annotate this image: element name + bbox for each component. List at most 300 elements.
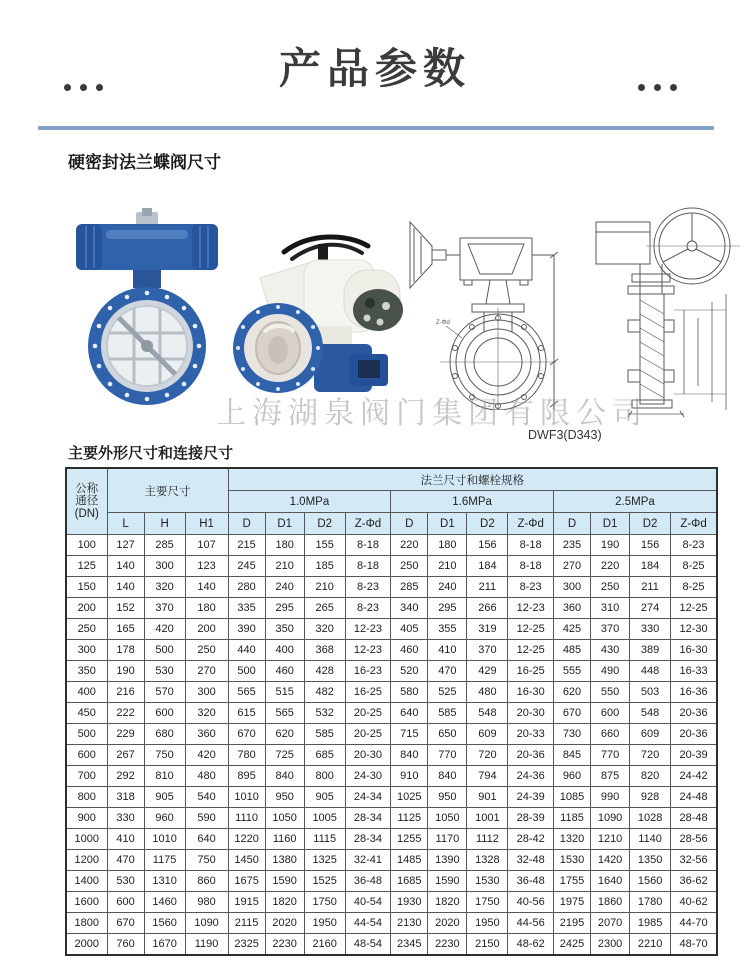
dimension-cell: 140 xyxy=(107,556,144,577)
col-header-dn-line: (DN) xyxy=(74,507,99,520)
dimension-cell: 1115 xyxy=(304,829,345,850)
dimension-cell: 570 xyxy=(144,682,185,703)
dimension-cell: 440 xyxy=(228,640,265,661)
dimension-cell: 1175 xyxy=(144,850,185,871)
dimension-cell: 520 xyxy=(391,661,428,682)
company-watermark: 上海湖泉阀门集团有限公司 xyxy=(216,397,648,430)
dimension-cell: 190 xyxy=(107,661,144,682)
dimension-cell: 20-39 xyxy=(671,745,717,766)
dimension-cell: 28-39 xyxy=(508,808,554,829)
dimension-cell: 152 xyxy=(107,598,144,619)
dimension-cell: 300 xyxy=(144,556,185,577)
dimension-cell: 1420 xyxy=(591,850,630,871)
dimension-cell: 274 xyxy=(630,598,671,619)
dimension-cell: 500 xyxy=(144,640,185,661)
dimension-cell: 300 xyxy=(185,682,228,703)
dn-cell: 1400 xyxy=(66,871,107,892)
dimension-cell: 470 xyxy=(107,850,144,871)
table-row xyxy=(66,766,717,787)
page-title: 产品参数 xyxy=(278,45,471,92)
dimension-cell: 1750 xyxy=(304,892,345,913)
col-header-d: D xyxy=(228,513,265,535)
dn-cell: 250 xyxy=(66,619,107,640)
dimension-cell: 215 xyxy=(228,535,265,556)
dimension-cell: 2150 xyxy=(467,934,508,956)
dimension-cell: 28-42 xyxy=(508,829,554,850)
dimension-cell: 429 xyxy=(467,661,508,682)
dimension-cell: 525 xyxy=(428,682,467,703)
dimension-cell: 24-34 xyxy=(345,787,391,808)
dimension-cell: 600 xyxy=(107,892,144,913)
dimension-cell: 2130 xyxy=(391,913,428,934)
dimension-cell: 1085 xyxy=(553,787,590,808)
dn-cell: 450 xyxy=(66,703,107,724)
dimension-cell: 48-70 xyxy=(671,934,717,956)
dimension-cell: 760 xyxy=(107,934,144,956)
col-header-dn-line: 通径 xyxy=(75,495,99,508)
dimension-cell: 8-18 xyxy=(508,556,554,577)
dimension-cell: 12-30 xyxy=(671,619,717,640)
dimension-cell: 107 xyxy=(185,535,228,556)
col-header-h1: H1 xyxy=(185,513,228,535)
dimension-cell: 8-23 xyxy=(671,535,717,556)
dimension-cell: 895 xyxy=(228,766,265,787)
dimension-cell: 140 xyxy=(107,577,144,598)
dimension-cell: 320 xyxy=(185,703,228,724)
dimension-cell: 20-30 xyxy=(345,745,391,766)
dimension-cell: 820 xyxy=(630,766,671,787)
dimension-cell: 901 xyxy=(467,787,508,808)
dimension-cell: 1860 xyxy=(591,892,630,913)
dimension-cell: 1328 xyxy=(467,850,508,871)
dimension-cell: 980 xyxy=(185,892,228,913)
dimension-cell: 840 xyxy=(265,766,304,787)
col-header-d2: D2 xyxy=(467,513,508,535)
dimension-cell: 320 xyxy=(144,577,185,598)
table-row xyxy=(66,745,717,766)
dimension-cell: 609 xyxy=(467,724,508,745)
dimension-cell: 32-41 xyxy=(345,850,391,871)
dimension-cell: 24-30 xyxy=(345,766,391,787)
dimension-cell: 680 xyxy=(144,724,185,745)
dimension-cell: 250 xyxy=(591,577,630,598)
dimension-cell: 1750 xyxy=(467,892,508,913)
dimension-cell: 750 xyxy=(185,850,228,871)
dot-icon xyxy=(64,84,71,91)
dimension-cell: 405 xyxy=(391,619,428,640)
table-row xyxy=(66,556,717,577)
dimension-cell: 720 xyxy=(467,745,508,766)
dimension-cell: 550 xyxy=(591,682,630,703)
dimension-cell: 155 xyxy=(304,535,345,556)
dimension-cell: 532 xyxy=(304,703,345,724)
dimension-cell: 715 xyxy=(391,724,428,745)
dn-cell: 100 xyxy=(66,535,107,556)
dimension-cell: 1090 xyxy=(591,808,630,829)
dimension-cell: 210 xyxy=(304,577,345,598)
dn-cell: 700 xyxy=(66,766,107,787)
dimension-cell: 1025 xyxy=(391,787,428,808)
dimension-cell: 1090 xyxy=(185,913,228,934)
dimension-cell: 1675 xyxy=(228,871,265,892)
dimension-cell: 32-56 xyxy=(671,850,717,871)
dimension-cell: 20-36 xyxy=(508,745,554,766)
dimension-cell: 670 xyxy=(228,724,265,745)
dimension-cell: 8-18 xyxy=(508,535,554,556)
dimension-cell: 490 xyxy=(591,661,630,682)
dimension-cell: 16-25 xyxy=(508,661,554,682)
dimension-cell: 685 xyxy=(304,745,345,766)
dimension-cell: 210 xyxy=(265,556,304,577)
col-header-z-phi-d: Z-Φd xyxy=(345,513,391,535)
dimension-cell: 448 xyxy=(630,661,671,682)
dimension-cell: 330 xyxy=(107,808,144,829)
dimension-cell: 2210 xyxy=(630,934,671,956)
dimension-cell: 410 xyxy=(107,829,144,850)
dimension-cell: 2300 xyxy=(591,934,630,956)
dimension-cell: 810 xyxy=(144,766,185,787)
dimension-cell: 20-30 xyxy=(508,703,554,724)
dn-cell: 2000 xyxy=(66,934,107,956)
dimension-cell: 16-23 xyxy=(345,661,391,682)
dimension-cell: 1685 xyxy=(391,871,428,892)
dimension-cell: 1350 xyxy=(630,850,671,871)
dimension-cell: 310 xyxy=(591,598,630,619)
dimension-cell: 222 xyxy=(107,703,144,724)
col-header-d1: D1 xyxy=(265,513,304,535)
dimension-cell: 12-25 xyxy=(508,619,554,640)
dimension-cell: 1001 xyxy=(467,808,508,829)
col-header-l: L xyxy=(107,513,144,535)
col-header-d2: D2 xyxy=(304,513,345,535)
dimension-cell: 794 xyxy=(467,766,508,787)
dimension-cell: 1255 xyxy=(391,829,428,850)
col-header-d: D xyxy=(391,513,428,535)
dimension-cell: 770 xyxy=(591,745,630,766)
dimension-cell: 355 xyxy=(428,619,467,640)
dimension-cell: 990 xyxy=(591,787,630,808)
dimension-cell: 1975 xyxy=(553,892,590,913)
dimension-cell: 220 xyxy=(391,535,428,556)
dimension-cell: 330 xyxy=(630,619,671,640)
dimension-cell: 20-25 xyxy=(345,703,391,724)
table-row xyxy=(66,619,717,640)
dimension-cell: 1530 xyxy=(467,871,508,892)
dimension-cell: 16-30 xyxy=(671,640,717,661)
dimension-cell: 910 xyxy=(391,766,428,787)
dimension-cell: 640 xyxy=(391,703,428,724)
dn-cell: 1200 xyxy=(66,850,107,871)
dimension-cell: 800 xyxy=(304,766,345,787)
dimension-cell: 1028 xyxy=(630,808,671,829)
dimension-cell: 12-23 xyxy=(345,640,391,661)
dimension-cell: 590 xyxy=(185,808,228,829)
dimension-cell: 770 xyxy=(428,745,467,766)
dimension-cell: 1325 xyxy=(304,850,345,871)
dimension-cell: 123 xyxy=(185,556,228,577)
dot-icon xyxy=(96,84,103,91)
section-title: 硬密封法兰蝶阀尺寸 xyxy=(68,153,221,172)
dimension-cell: 12-25 xyxy=(671,598,717,619)
dimension-cell: 500 xyxy=(228,661,265,682)
dimension-cell: 620 xyxy=(265,724,304,745)
col-header-h: H xyxy=(144,513,185,535)
col-header-dn-line: 公称 xyxy=(75,482,99,495)
dimension-cell: 216 xyxy=(107,682,144,703)
dimension-cell: 340 xyxy=(391,598,428,619)
dn-cell: 800 xyxy=(66,787,107,808)
dimension-cell: 1010 xyxy=(228,787,265,808)
dimension-cell: 390 xyxy=(228,619,265,640)
table-row xyxy=(66,598,717,619)
dimension-cell: 36-48 xyxy=(508,871,554,892)
dimension-cell: 2345 xyxy=(391,934,428,956)
dimension-cell: 2160 xyxy=(304,934,345,956)
dimension-cell: 1450 xyxy=(228,850,265,871)
dn-cell: 300 xyxy=(66,640,107,661)
table-row xyxy=(66,913,717,934)
dimensions-table-body xyxy=(66,535,717,956)
dimension-cell: 285 xyxy=(144,535,185,556)
dimension-cell: 2020 xyxy=(265,913,304,934)
col-group-main-dims: 主要尺寸 xyxy=(107,468,228,513)
dimension-cell: 40-54 xyxy=(345,892,391,913)
dimension-cell: 875 xyxy=(591,766,630,787)
dimension-cell: 250 xyxy=(185,640,228,661)
dimension-cell: 2425 xyxy=(553,934,590,956)
table-row xyxy=(66,640,717,661)
dimension-cell: 2070 xyxy=(591,913,630,934)
dn-cell: 1800 xyxy=(66,913,107,934)
dimension-cell: 485 xyxy=(553,640,590,661)
dimension-cell: 180 xyxy=(265,535,304,556)
table-row xyxy=(66,934,717,956)
dimension-cell: 950 xyxy=(265,787,304,808)
dimension-cell: 265 xyxy=(304,598,345,619)
dimension-cell: 1950 xyxy=(467,913,508,934)
model-number-label: DWF3(D343) xyxy=(528,428,602,442)
dimension-cell: 1005 xyxy=(304,808,345,829)
dimension-cell: 430 xyxy=(591,640,630,661)
dimension-cell: 670 xyxy=(107,913,144,934)
dimension-cell: 620 xyxy=(553,682,590,703)
dimension-cell: 389 xyxy=(630,640,671,661)
dimension-cell: 370 xyxy=(144,598,185,619)
dimension-cell: 2325 xyxy=(228,934,265,956)
dimension-cell: 840 xyxy=(391,745,428,766)
dimension-cell: 555 xyxy=(553,661,590,682)
dimension-cell: 360 xyxy=(553,598,590,619)
dimension-cell: 295 xyxy=(265,598,304,619)
dimension-cell: 8-23 xyxy=(345,598,391,619)
decorative-dots-right-icon xyxy=(638,84,677,91)
dimension-cell: 420 xyxy=(144,619,185,640)
dimension-cell: 1985 xyxy=(630,913,671,934)
dimension-cell: 420 xyxy=(185,745,228,766)
dimension-cell: 24-36 xyxy=(508,766,554,787)
dimension-cell: 2230 xyxy=(265,934,304,956)
dimension-cell: 1210 xyxy=(591,829,630,850)
dimension-cell: 1320 xyxy=(553,829,590,850)
dimension-cell: 1310 xyxy=(144,871,185,892)
dn-cell: 900 xyxy=(66,808,107,829)
dimension-cell: 600 xyxy=(591,703,630,724)
dimension-cell: 16-36 xyxy=(671,682,717,703)
dimension-cell: 1590 xyxy=(265,871,304,892)
dimension-cell: 670 xyxy=(553,703,590,724)
dimension-cell: 615 xyxy=(228,703,265,724)
table-row xyxy=(66,535,717,556)
dimension-cell: 350 xyxy=(265,619,304,640)
dimension-cell: 650 xyxy=(428,724,467,745)
table-row xyxy=(66,787,717,808)
dimension-cell: 530 xyxy=(144,661,185,682)
dimension-cell: 470 xyxy=(428,661,467,682)
dimension-cell: 165 xyxy=(107,619,144,640)
col-group-pressure-2.5mpa: 2.5MPa xyxy=(553,491,717,513)
dimension-cell: 235 xyxy=(553,535,590,556)
dimension-cell: 548 xyxy=(630,703,671,724)
dimension-cell: 368 xyxy=(304,640,345,661)
dimension-cell: 1670 xyxy=(144,934,185,956)
dimension-cell: 1820 xyxy=(428,892,467,913)
dimension-cell: 270 xyxy=(185,661,228,682)
dimension-cell: 292 xyxy=(107,766,144,787)
dimension-cell: 320 xyxy=(304,619,345,640)
dimension-cell: 127 xyxy=(107,535,144,556)
dimension-cell: 1112 xyxy=(467,829,508,850)
dimension-cell: 270 xyxy=(553,556,590,577)
dimension-cell: 2115 xyxy=(228,913,265,934)
dimension-cell: 1780 xyxy=(630,892,671,913)
dimension-cell: 1140 xyxy=(630,829,671,850)
dimension-cell: 1460 xyxy=(144,892,185,913)
dimension-cell: 503 xyxy=(630,682,671,703)
dimension-cell: 905 xyxy=(304,787,345,808)
dimension-cell: 1185 xyxy=(553,808,590,829)
dimension-cell: 16-33 xyxy=(671,661,717,682)
dimension-cell: 240 xyxy=(265,577,304,598)
dimension-cell: 319 xyxy=(467,619,508,640)
valve-side-view-drawing xyxy=(588,202,744,418)
col-header-dn xyxy=(66,468,107,535)
dimension-cell: 840 xyxy=(428,766,467,787)
dimension-cell: 1530 xyxy=(553,850,590,871)
dimension-cell: 660 xyxy=(591,724,630,745)
col-header-z-phi-d: Z-Φd xyxy=(671,513,717,535)
dn-cell: 1000 xyxy=(66,829,107,850)
dimension-cell: 250 xyxy=(391,556,428,577)
table-title: 主要外形尺寸和连接尺寸 xyxy=(68,445,234,462)
dimension-cell: 1930 xyxy=(391,892,428,913)
dimension-cell: 28-48 xyxy=(671,808,717,829)
dn-cell: 150 xyxy=(66,577,107,598)
dimension-cell: 360 xyxy=(185,724,228,745)
dimension-cell: 180 xyxy=(428,535,467,556)
dimension-cell: 36-62 xyxy=(671,871,717,892)
dimension-cell: 20-25 xyxy=(345,724,391,745)
dimension-cell: 1560 xyxy=(630,871,671,892)
dimension-cell: 2020 xyxy=(428,913,467,934)
pneumatic-butterfly-valve-photo xyxy=(48,208,246,406)
dimension-cell: 540 xyxy=(185,787,228,808)
dimension-cell: 266 xyxy=(467,598,508,619)
dimension-cell: 1050 xyxy=(265,808,304,829)
dimension-cell: 28-34 xyxy=(345,829,391,850)
dimension-cell: 8-18 xyxy=(345,535,391,556)
dimension-cell: 335 xyxy=(228,598,265,619)
dimension-cell: 1160 xyxy=(265,829,304,850)
dn-cell: 600 xyxy=(66,745,107,766)
dimension-cell: 220 xyxy=(591,556,630,577)
table-row xyxy=(66,871,717,892)
dimension-cell: 928 xyxy=(630,787,671,808)
dimension-cell: 20-33 xyxy=(508,724,554,745)
dimension-cell: 2230 xyxy=(428,934,467,956)
dimension-cell: 280 xyxy=(228,577,265,598)
dimension-cell: 211 xyxy=(467,577,508,598)
dimension-cell: 40-56 xyxy=(508,892,554,913)
dimension-cell: 12-23 xyxy=(345,619,391,640)
dimension-cell: 44-54 xyxy=(345,913,391,934)
dimension-cell: 600 xyxy=(144,703,185,724)
dot-icon xyxy=(654,84,661,91)
dimension-cell: 480 xyxy=(185,766,228,787)
table-row xyxy=(66,829,717,850)
dimension-cell: 548 xyxy=(467,703,508,724)
dimension-cell: 905 xyxy=(144,787,185,808)
dimension-cell: 585 xyxy=(304,724,345,745)
dimension-cell: 1050 xyxy=(428,808,467,829)
dimension-cell: 8-25 xyxy=(671,577,717,598)
dimension-cell: 200 xyxy=(185,619,228,640)
dimension-cell: 245 xyxy=(228,556,265,577)
dimension-cell: 370 xyxy=(591,619,630,640)
dimension-cell: 460 xyxy=(265,661,304,682)
dimension-cell: 24-39 xyxy=(508,787,554,808)
dimension-cell: 240 xyxy=(428,577,467,598)
dimension-cell: 480 xyxy=(467,682,508,703)
dimension-cell: 24-48 xyxy=(671,787,717,808)
dimension-cell: 2195 xyxy=(553,913,590,934)
dn-cell: 200 xyxy=(66,598,107,619)
dimension-cell: 300 xyxy=(553,577,590,598)
decorative-dots-left-icon xyxy=(64,84,103,91)
dimension-cell: 725 xyxy=(265,745,304,766)
dimension-cell: 515 xyxy=(265,682,304,703)
dimension-cell: 44-56 xyxy=(508,913,554,934)
dimension-cell: 950 xyxy=(428,787,467,808)
dimension-cell: 565 xyxy=(265,703,304,724)
col-group-pressure-1.0mpa: 1.0MPa xyxy=(228,491,391,513)
dimension-cell: 1525 xyxy=(304,871,345,892)
dimension-cell: 1380 xyxy=(265,850,304,871)
dimension-cell: 960 xyxy=(553,766,590,787)
dimension-cell: 184 xyxy=(467,556,508,577)
dimension-cell: 229 xyxy=(107,724,144,745)
dimension-cell: 295 xyxy=(428,598,467,619)
table-row xyxy=(66,892,717,913)
col-header-d1: D1 xyxy=(591,513,630,535)
dimension-cell: 720 xyxy=(630,745,671,766)
dimension-cell: 1915 xyxy=(228,892,265,913)
dimension-cell: 1390 xyxy=(428,850,467,871)
dimension-cell: 565 xyxy=(228,682,265,703)
dimension-cell: 609 xyxy=(630,724,671,745)
dimension-cell: 8-23 xyxy=(508,577,554,598)
dimension-cell: 156 xyxy=(630,535,671,556)
dimension-cell: 960 xyxy=(144,808,185,829)
